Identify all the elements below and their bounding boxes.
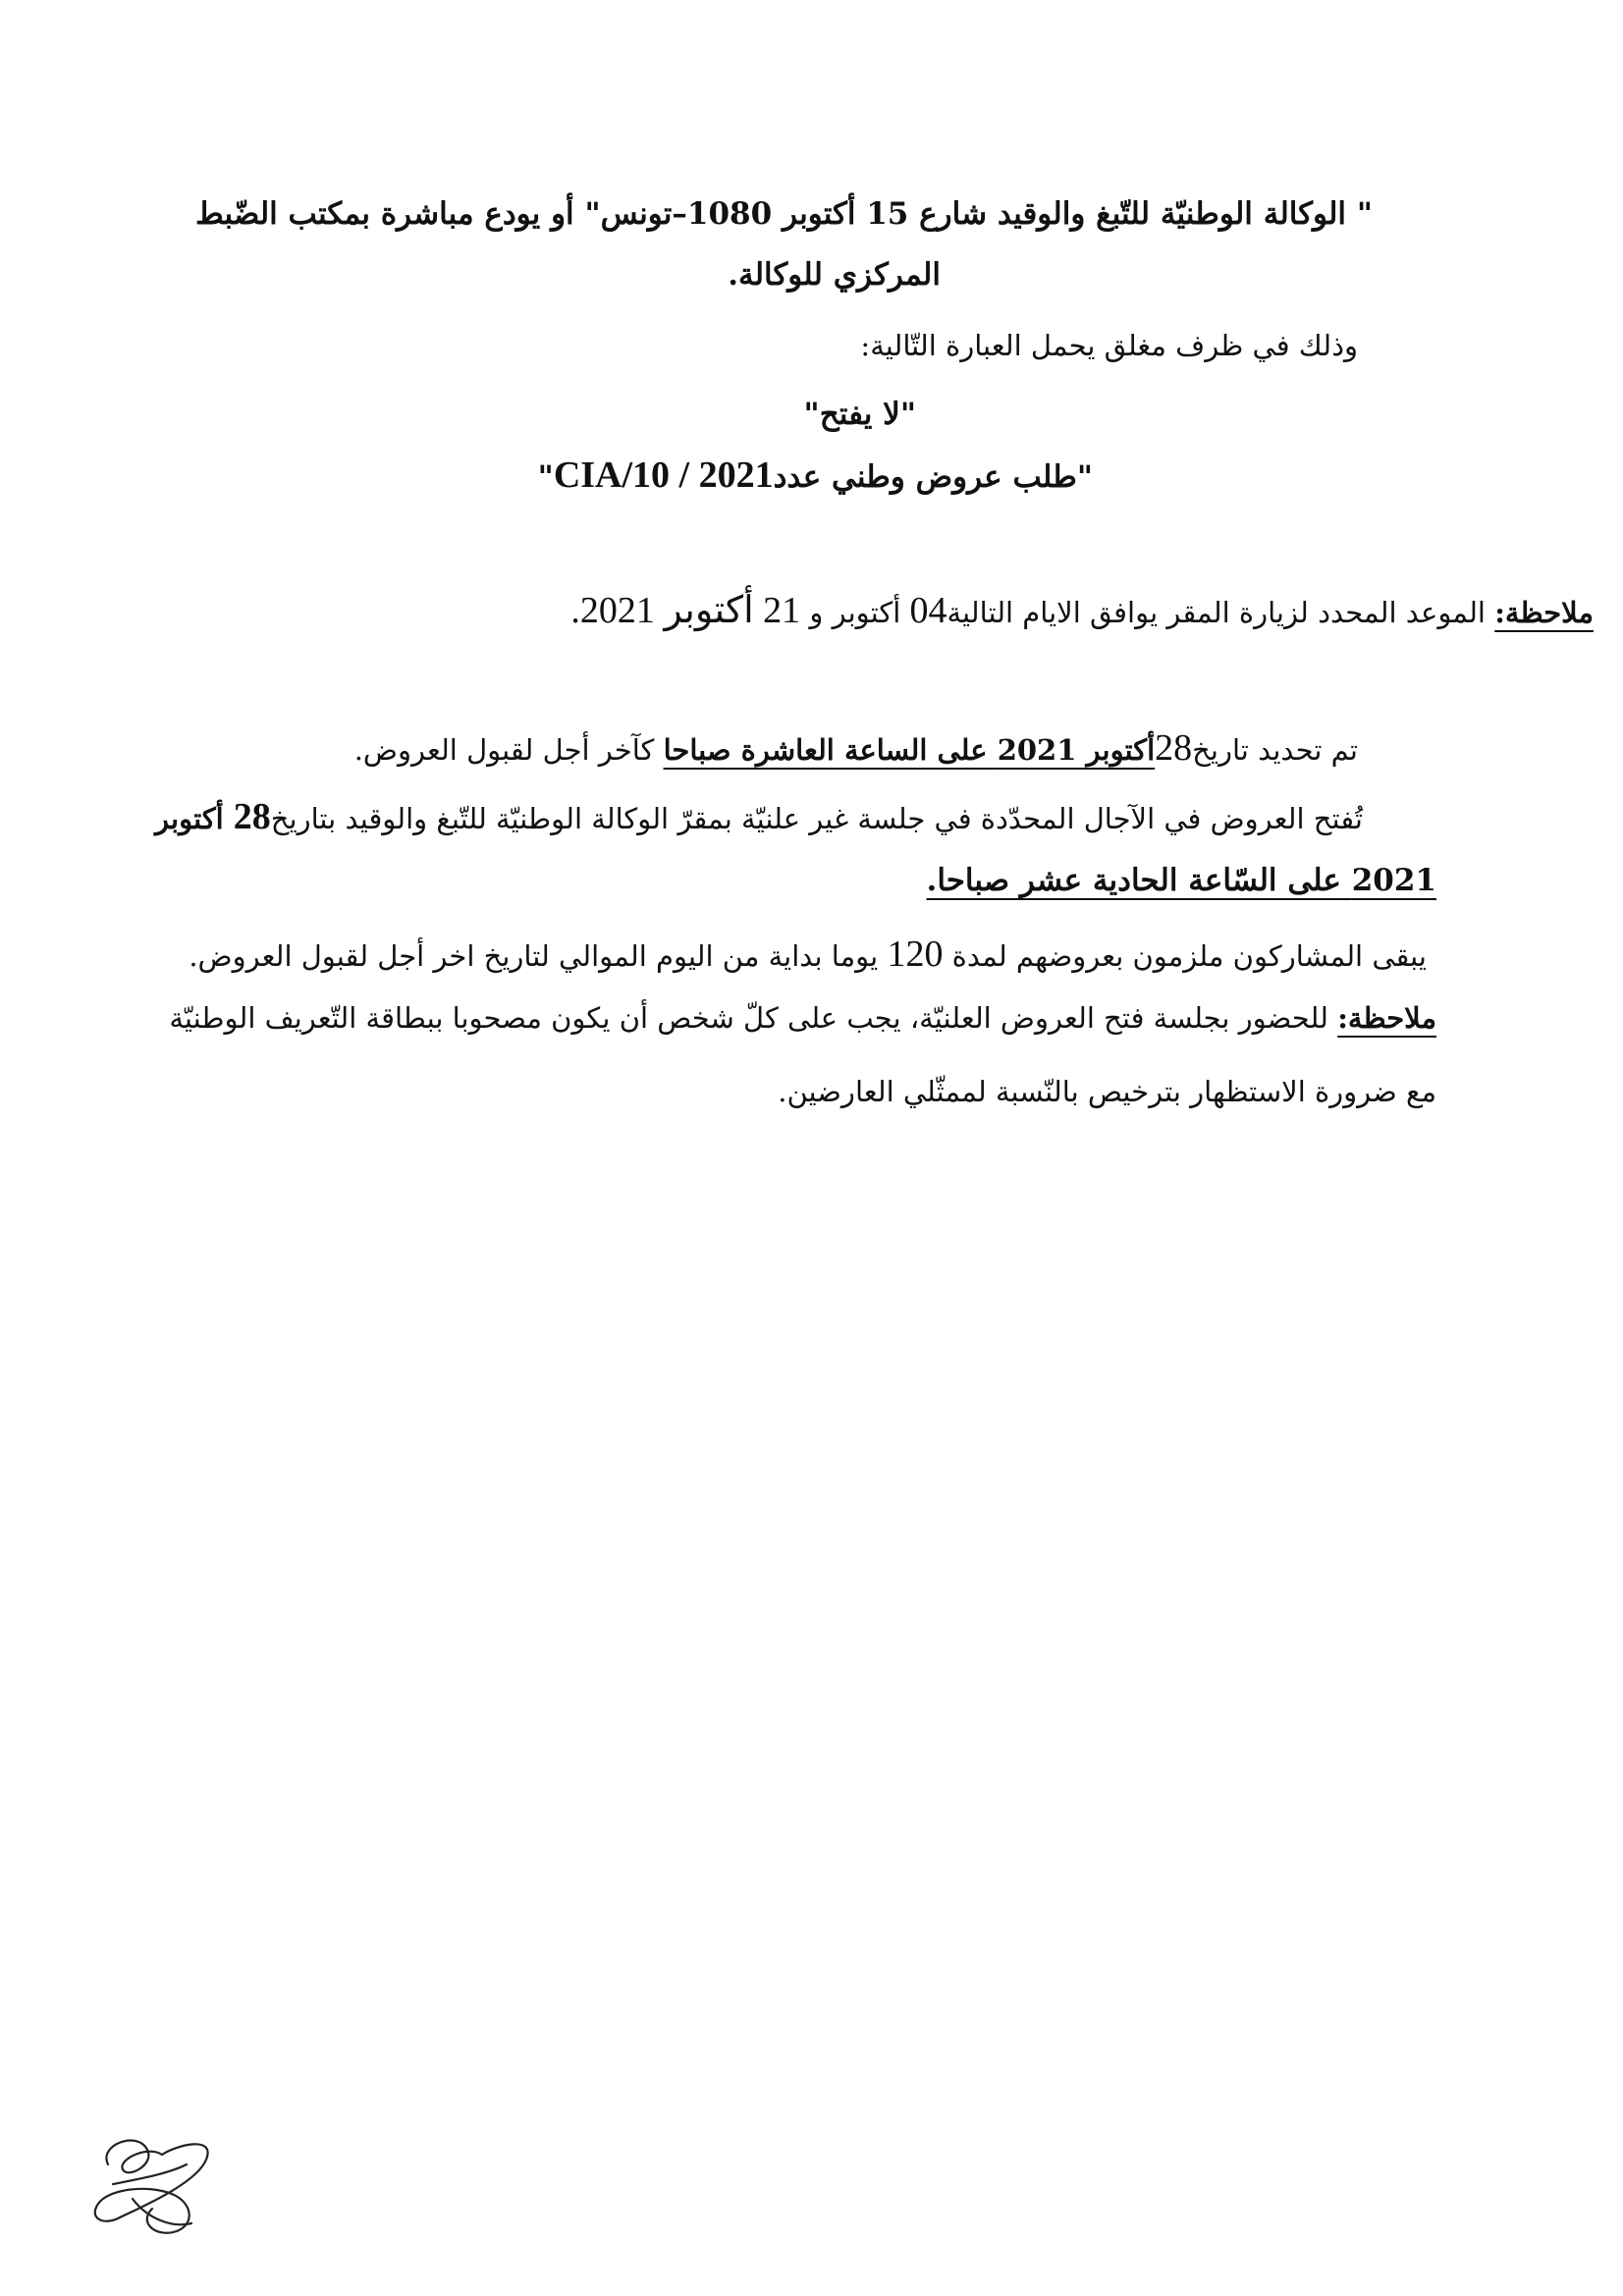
deadline-prefix: تم تحديد تاريخ	[1192, 733, 1358, 767]
note1-date2: 21	[763, 590, 801, 631]
opening-line-2	[927, 859, 1436, 902]
opening-line-1	[155, 795, 1363, 840]
opening-line1-prefix: تُفتح العروض في الآجال المحدّدة في جلسة غير علنيّة بمقرّ الوكالة الوطنيّة للتّبغ والوقيد بتاريخ	[270, 802, 1363, 835]
note1-text-mid: أكتوبر و	[800, 596, 910, 629]
note-label: ملاحظة:	[1494, 596, 1594, 629]
deadline-line	[354, 726, 1358, 772]
signature-icon	[79, 2125, 226, 2243]
note1-text-suffix: أكتوبر 2021.	[570, 590, 764, 631]
opening-line2-text: 2021 على السّاعة الحادية عشر صباحا.	[926, 863, 1436, 898]
tender-prefix: "طلب عروض وطني عدد	[773, 459, 1093, 495]
note1-date1: 04	[909, 590, 947, 631]
envelope-intro	[860, 324, 1358, 367]
note-site-visit	[570, 589, 1594, 634]
tender-number: CIA/10 / 2021	[553, 454, 774, 496]
note2-line2-text: مع ضرورة الاستظهار بترخيص بالنّسبة لممثّلي العارضين.	[778, 1075, 1436, 1108]
deadline-time: على الساعة العاشرة صباحا	[663, 733, 988, 767]
opening-month: أكتوبر	[155, 802, 234, 835]
validity-days: 120	[887, 934, 944, 975]
validity-line	[189, 933, 1427, 978]
deadline-day: 28	[1155, 727, 1193, 769]
do-not-open	[804, 393, 916, 436]
note2-text: للحضور بجلسة فتح العروض العلنيّة، يجب على كلّ شخص أن يكون مصحوبا ببطاقة التّعريف الوطنيّة	[169, 1001, 1338, 1035]
note-attendance-line-2	[778, 1070, 1436, 1113]
tender-suffix: "	[537, 459, 554, 495]
tender-reference	[538, 454, 1093, 499]
validity-prefix: يبقى المشاركون ملزمون بعروضهم لمدة	[943, 939, 1427, 973]
address-line-1	[195, 192, 1373, 236]
do-not-open-text: "لا يفتح"	[803, 397, 916, 432]
address-line-2	[728, 253, 941, 296]
validity-suffix: يوما بداية من اليوم الموالي لتاريخ اخر أجل لقبول العروض.	[189, 939, 888, 973]
note1-text-prefix: الموعد المحدد لزيارة المقر يوافق الايام التالية	[947, 596, 1495, 629]
envelope-intro-text: وذلك في ظرف مغلق يحمل العبارة التّالية:	[860, 329, 1358, 362]
deadline-month-year: أكتوبر 2021	[987, 733, 1156, 767]
address-line-2-text: المركزي للوكالة.	[728, 257, 941, 293]
note-attendance	[169, 996, 1436, 1040]
note2-label: ملاحظة:	[1337, 1001, 1436, 1035]
deadline-suffix: كآخر أجل لقبول العروض.	[353, 733, 664, 767]
opening-day: 28	[233, 796, 271, 837]
address-line-1-text: " الوكالة الوطنيّة للتّبغ والوقيد شارع 15 أكتوبر 1080–تونس" أو يودع مباشرة بمكتب الضّبط	[195, 196, 1373, 232]
